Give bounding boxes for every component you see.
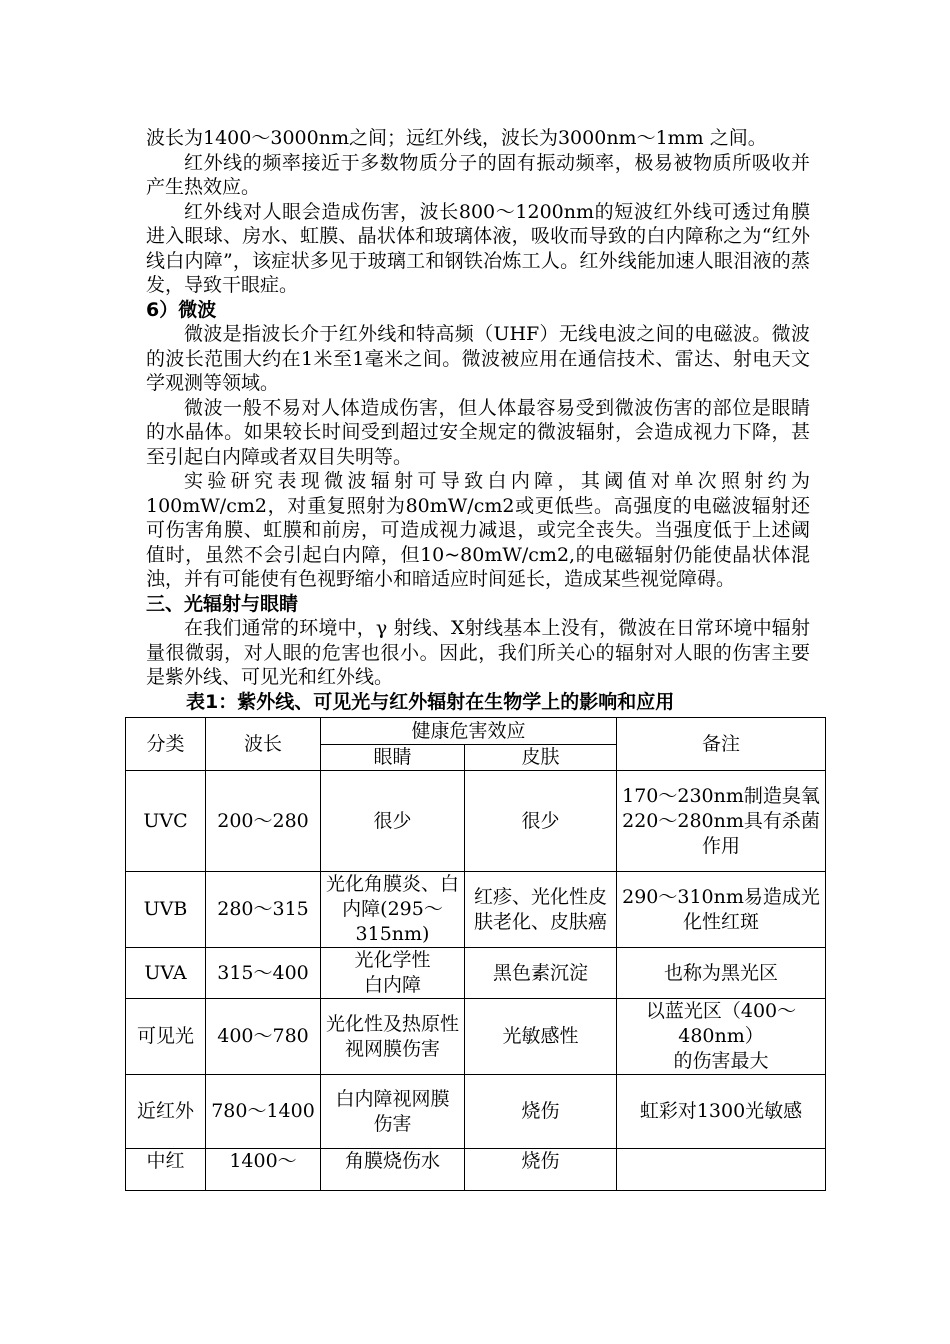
cell-eye: 很少: [321, 771, 465, 872]
paragraph-infrared-eye-damage: 红外线对人眼会造成伤害，波长800～1200nm的短波红外线可透过角膜进入眼球、房水、虹膜、晶状体和玻璃体液，吸收而导致的白内障称之为“红外线白内障”，该症状多见于玻璃工和钢铁冶炼工人。红外线能加速人眼泪液的蒸发，导致干眼症。: [146, 200, 810, 296]
header-eye: 眼睛: [321, 745, 465, 771]
cell-eye: 白内障视网膜 伤害: [321, 1075, 465, 1149]
cell-skin: 烧伤: [465, 1075, 617, 1149]
header-category: 分类: [126, 718, 206, 771]
paragraph-environment-radiation: 在我们通常的环境中，γ 射线、X射线基本上没有，微波在日常环境中辐射量很微弱，对人眼的危害也很小。因此，我们所关心的辐射对人眼的伤害主要是紫外线、可见光和红外线。: [146, 617, 810, 688]
cell-wavelength: 400～780: [206, 999, 321, 1075]
cell-wavelength: 780～1400: [206, 1075, 321, 1149]
cell-category: UVC: [126, 771, 206, 872]
cell-eye: 光化性及热原性 视网膜伤害: [321, 999, 465, 1075]
cell-note: 也称为黑光区: [617, 948, 826, 999]
table-row: [126, 948, 826, 999]
cell-category: UVB: [126, 872, 206, 948]
cell-skin: 烧伤: [465, 1149, 617, 1191]
cell-eye: 角膜烧伤水: [321, 1149, 465, 1191]
heading-light-radiation: 三、光辐射与眼睛: [146, 592, 299, 615]
cell-note: 以蓝光区（400～480nm） 的伤害最大: [617, 999, 826, 1075]
cell-skin: 很少: [465, 771, 617, 872]
document-body: [146, 126, 810, 714]
cell-category: 近红外: [126, 1075, 206, 1149]
cell-skin: 光敏感性: [465, 999, 617, 1075]
paragraph-infrared-absorption: 红外线的频率接近于多数物质分子的固有振动频率，极易被物质所吸收并产生热效应。: [146, 151, 810, 198]
table-caption: 表1：紫外线、可见光与红外辐射在生物学上的影响和应用: [186, 690, 675, 713]
table-row: [126, 1149, 826, 1191]
cell-category: 可见光: [126, 999, 206, 1075]
cell-note: 170～230nm制造臭氧 220～280nm具有杀菌作用: [617, 771, 826, 872]
cell-note: [617, 1149, 826, 1191]
header-note: 备注: [617, 718, 826, 771]
cell-skin: 黑色素沉淀: [465, 948, 617, 999]
table-row: [126, 1075, 826, 1149]
radiation-effects-table: [125, 717, 826, 1191]
heading-microwave: 6）微波: [146, 298, 217, 321]
cell-note: 290～310nm易造成光化性红斑: [617, 872, 826, 948]
paragraph-microwave-research: 实验研究表现微波辐射可导致白内障，其阈值对单次照射约为100mW/cm2，对重复照射为80mW/cm2或更低些。高强度的电磁波辐射还可伤害角膜、虹膜和前房，可造成视力减退，或完全丧失。当强度低于上述阈值时，虽然不会引起白内障，但10~80mW/cm2,的电磁辐射仍能使晶状体混浊，并有可能使有色视野缩小和暗适应时间延长，造成某些视觉障碍。: [146, 470, 810, 590]
cell-skin: 红疹、光化性皮肤老化、皮肤癌: [465, 872, 617, 948]
table-row: [126, 771, 826, 872]
header-health-effects: 健康危害效应: [321, 718, 617, 745]
paragraph-microwave-definition: 微波是指波长介于红外线和特高频（UHF）无线电波之间的电磁波。微波的波长范围大约在1米至1毫米之间。微波被应用在通信技术、雷达、射电天文学观测等领域。: [146, 323, 810, 394]
cell-category: 中红: [126, 1149, 206, 1191]
table-row: [126, 999, 826, 1075]
table-row: [126, 872, 826, 948]
cell-eye: 光化角膜炎、白内障(295～315nm): [321, 872, 465, 948]
cell-eye: 光化学性 白内障: [321, 948, 465, 999]
header-skin: 皮肤: [465, 745, 617, 771]
header-wavelength: 波长: [206, 718, 321, 771]
cell-wavelength: 280～315: [206, 872, 321, 948]
paragraph-wavelength-range: 波长为1400～3000nm之间；远红外线，波长为3000nm～1mm 之间。: [146, 127, 767, 149]
cell-note: 虹彩对1300光敏感: [617, 1075, 826, 1149]
paragraph-microwave-harm: 微波一般不易对人体造成伤害，但人体最容易受到微波伤害的部位是眼睛的水晶体。如果较长时间受到超过安全规定的微波辐射，会造成视力下降，甚至引起白内障或者双目失明等。: [146, 396, 810, 468]
cell-wavelength: 315～400: [206, 948, 321, 999]
cell-wavelength: 200～280: [206, 771, 321, 872]
cell-category: UVA: [126, 948, 206, 999]
cell-wavelength: 1400～: [206, 1149, 321, 1191]
